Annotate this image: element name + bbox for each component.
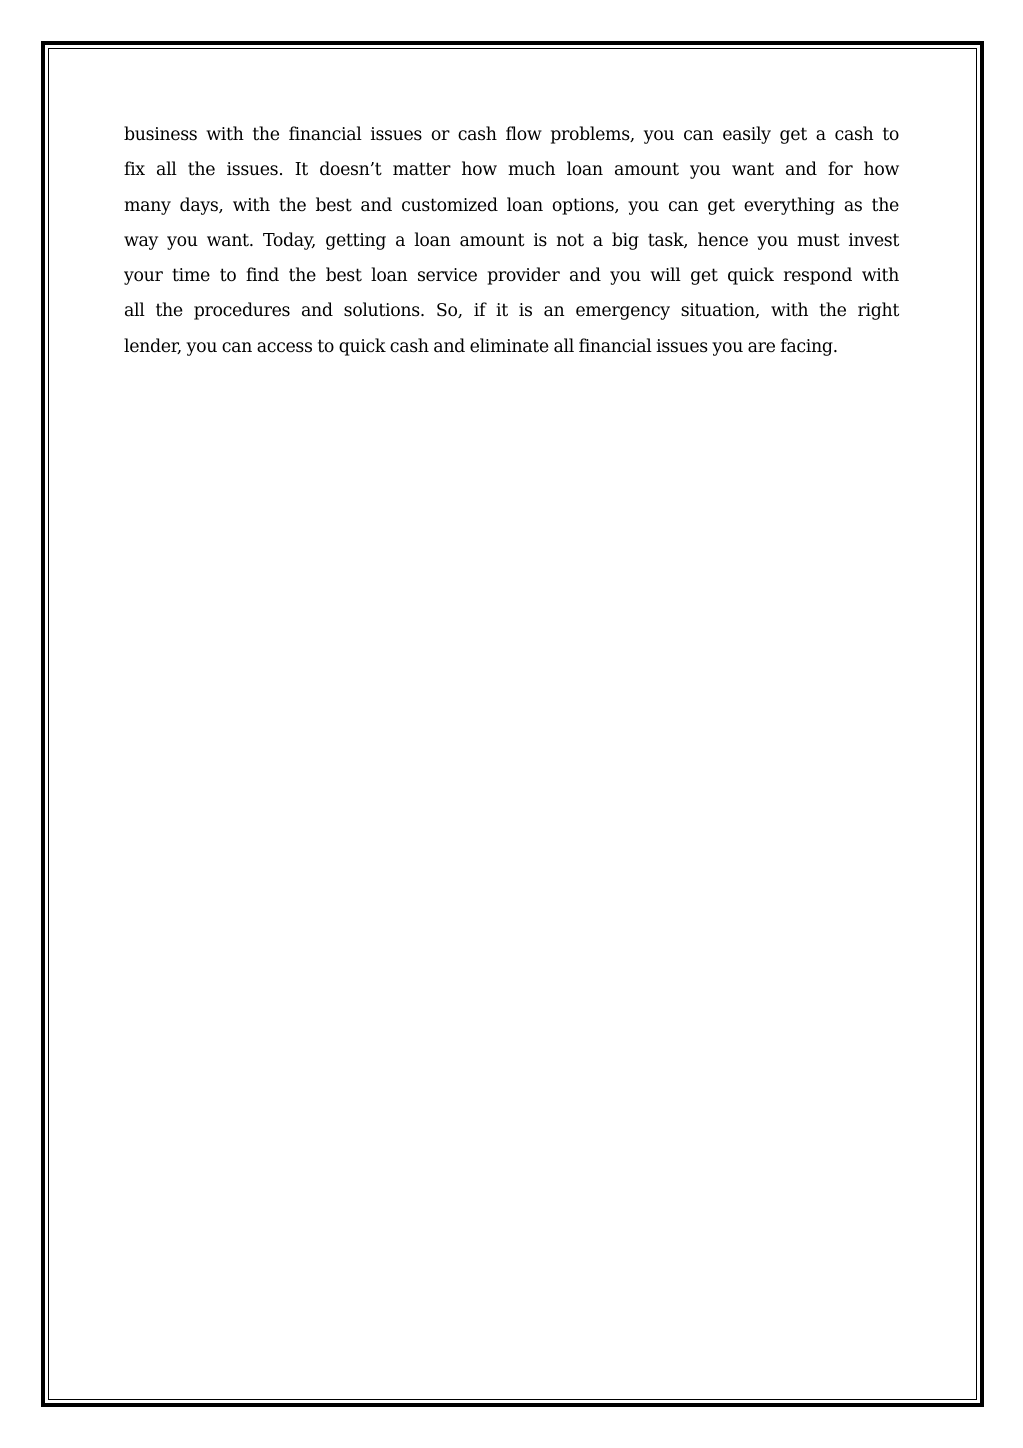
paragraph-line: all the procedures and solutions. So, if it is an emergency situation, with the right [124, 301, 899, 322]
paragraph-line: way you want. Today, getting a loan amount is not a big task, hence you must invest [124, 230, 899, 251]
paragraph-line: fix all the issues. It doesn’t matter how much loan amount you want and for how [124, 160, 899, 181]
body-paragraph [124, 118, 899, 365]
paragraph-line: business with the financial issues or cash flow problems, you can easily get a cash to [124, 125, 899, 145]
paragraph-line: lender, you can access to quick cash and eliminate all financial issues you are facing. [124, 336, 838, 357]
paragraph-line: your time to find the best loan service provider and you will get quick respond with [124, 266, 899, 287]
paragraph-line: many days, with the best and customized loan options, you can get everything as the [124, 195, 899, 216]
